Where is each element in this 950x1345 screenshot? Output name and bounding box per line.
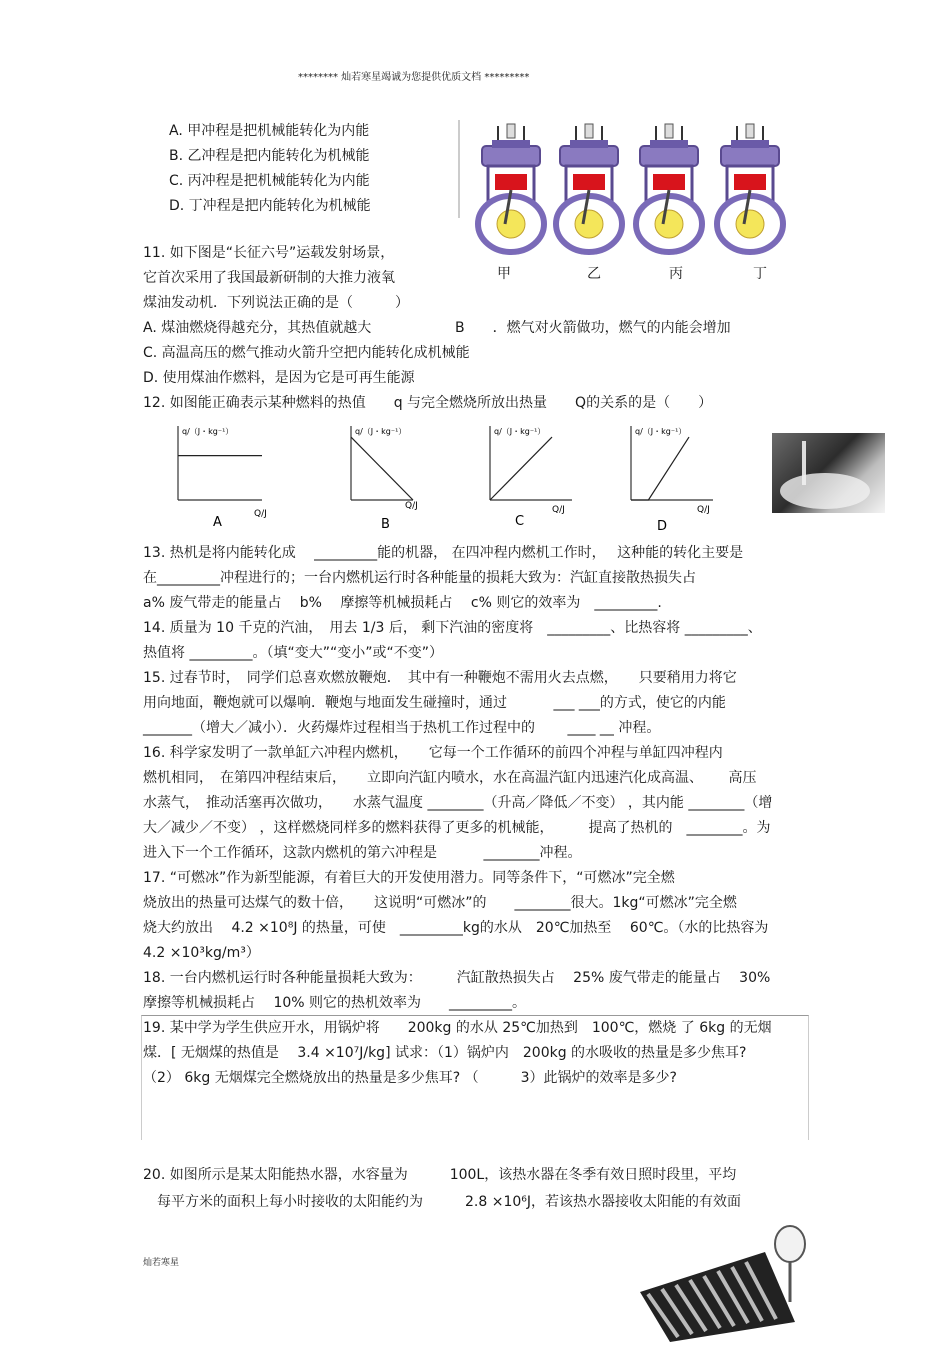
body-line: 4.2 ×10³kg/m³） — [143, 945, 260, 961]
q11-stem-line-1: 11. 如下图是“长征六号”运载发射场景， — [143, 245, 395, 261]
q10-option-c: C. 丙冲程是把机械能转化为内能 — [169, 173, 370, 189]
body-line: 18. 一台内燃机运行时各种能量损耗大致为： 汽缸散热损失占 25% 废气带走的能量占 30% — [143, 970, 771, 986]
q19-line-1: 19. 某中学为学生供应开水，用锅炉将 200kg 的水从 25℃加热到 100℃，燃烧 了 6kg 的无烟 — [143, 1020, 772, 1036]
body-line: 17. “可燃冰”作为新型能源，有着巨大的开发使用潜力。同等条件下，“可燃冰”完全燃 — [143, 870, 675, 886]
q12-c-series-line — [490, 437, 552, 500]
q12-label-a: A — [213, 515, 222, 530]
body-line: 燃机相同， 在第四冲程结束后， 立即向汽缸内喷水，水在高温汽缸内迅速汽化成高温、 高压 — [143, 770, 757, 786]
engine-jia-diagram — [478, 124, 544, 252]
q12-c-y-label: q/（J・kg⁻¹） — [494, 427, 546, 436]
body-line: _______（增大／减小）．火药爆炸过程相当于热机工作过程中的 ____ __ 冲程。 — [143, 720, 661, 736]
body-line: 水蒸气， 推动活塞再次做功， 水蒸气温度 ________（升高／降低／不变） ，其内能 ________（增 — [143, 795, 773, 811]
body-line: 烧放出的热量可达煤气的数十倍， 这说明“可燃冰”的 ________很大。1kg“可燃冰”完全燃 — [143, 895, 737, 911]
q10-option-b: B. 乙冲程是把内能转化为机械能 — [169, 148, 370, 164]
q10-option-d: D. 丁冲程是把内能转化为机械能 — [169, 198, 371, 214]
q11-option-c: C. 高温高压的燃气推动火箭升空把内能转化成机械能 — [143, 345, 470, 361]
q12-graph-a — [178, 426, 267, 519]
q10-option-a: A. 甲冲程是把机械能转化为内能 — [169, 123, 370, 139]
engine-label-ding: 丁 — [753, 266, 767, 282]
engine-label-jia: 甲 — [497, 266, 511, 282]
q12-graphs — [165, 418, 735, 538]
q12-b-series-line — [351, 437, 413, 500]
engine-label-yi: 乙 — [587, 266, 601, 282]
q12-d-series-line — [631, 437, 689, 500]
solar-water-heater-image — [640, 1222, 830, 1342]
q19-line-3: （2） 6kg 无烟煤完全燃烧放出的热量是多少焦耳? （ 3）此锅炉的效率是多少? — [143, 1070, 677, 1086]
q12-d-x-label: Q/J — [697, 505, 710, 515]
body-line: 摩擦等机械损耗占 10% 则它的热机效率为 _________。 — [143, 995, 527, 1011]
q11-stem-line-2: 它首次采用了我国最新研制的大推力液氧 — [143, 270, 395, 286]
body-line: 16. 科学家发明了一款单缸六冲程内燃机， 它每一个工作循环的前四个冲程与单缸四冲程内 — [143, 745, 723, 761]
q12-a-x-label: Q/J — [254, 509, 267, 519]
body-line: 15. 过春节时， 同学们总喜欢燃放鞭炮． 其中有一种鞭炮不需用火去点燃， 只要稍用力将它 — [143, 670, 737, 686]
body-line: 热值将 _________。（填“变大”“变小”或“不变”） — [143, 645, 443, 661]
q12-a-y-label: q/（J・kg⁻¹） — [182, 427, 234, 436]
body-line: a% 废气带走的能量占 b% 摩擦等机械损耗占 c% 则它的效率为 _________. — [143, 595, 662, 611]
q12-stem: 12. 如图能正确表示某种燃料的热值 q 与完全燃烧所放出热量 Q的关系的是（ ） — [143, 395, 713, 411]
q12-c-x-label: Q/J — [552, 505, 565, 515]
body-line: 用向地面，鞭炮就可以爆响．鞭炮与地面发生碰撞时，通过 ___ ___的方式，使它的内能 — [143, 695, 726, 711]
q12-b-y-label: q/（J・kg⁻¹） — [355, 427, 407, 436]
body-line: 14. 质量为 10 千克的汽油， 用去 1/3 后， 剩下汽油的密度将 _________、比热容将 _________、 — [143, 620, 762, 636]
q11-option-d: D. 使用煤油作燃料，是因为它是可再生能源 — [143, 370, 415, 386]
q12-graph-c — [490, 426, 572, 515]
q12-label-b: B — [381, 517, 390, 532]
engine-label-bing: 丙 — [669, 266, 683, 282]
q12-graph-b — [351, 426, 418, 511]
q12-b-x-label: Q/J — [405, 501, 418, 511]
q20-line-2: 每平方米的面积上每小时接收的太阳能约为 2.8 ×10⁶J，若该热水器接收太阳能的有效面 — [143, 1194, 741, 1210]
engine-strokes-figure — [458, 118, 803, 283]
q12-d-y-label: q/（J・kg⁻¹） — [635, 427, 687, 436]
body-line: 在_________冲程进行的；一台内燃机运行时各种能量的损耗大致为：汽缸直接散热损失占 — [143, 570, 696, 586]
q11-option-a: A. 煤油燃烧得越充分，其热值就越大 — [143, 320, 372, 336]
q20-line-1: 20. 如图所示是某太阳能热水器，水容量为 100L，该热水器在冬季有效日照时段里，平均 — [143, 1167, 737, 1183]
q11-option-b: B ．燃气对火箭做功，燃气的内能会增加 — [455, 320, 731, 336]
page-footer: 灿若寒星 — [143, 1258, 180, 1268]
body-line: 进入下一个工作循环，这款内燃机的第六冲程是 ________冲程。 — [143, 845, 582, 861]
q11-stem-line-3: 煤油发动机．下列说法正确的是（ ） — [143, 295, 409, 311]
body-line: 烧大约放出 4.2 ×10⁸J 的热量，可使 _________kg的水从 20℃加热至 60℃。（水的比热容为 — [143, 920, 769, 936]
q12-graph-d — [631, 426, 713, 515]
body-line: 13. 热机是将内能转化成 _________能的机器， 在四冲程内燃机工作时， 这种能的转化主要是 — [143, 545, 744, 561]
rocket-launch-photo — [772, 433, 885, 513]
q10-options — [169, 119, 371, 219]
page-header: ******** 灿若寒星竭诚为您提供优质文档 ********* — [298, 72, 530, 83]
body-line: 大／减少／不变） ，这样燃烧同样多的燃料获得了更多的机械能， 提高了热机的 ________。为 — [143, 820, 771, 836]
engine-strokes-illustration — [458, 118, 803, 283]
q12-label-c: C — [515, 514, 525, 529]
q19-line-2: 煤．[ 无烟煤的热值是 3.4 ×10⁷J/kg] 试求：（1）锅炉内 200kg 的水吸收的热量是多少焦耳? — [143, 1045, 747, 1061]
q12-label-d: D — [657, 519, 668, 534]
